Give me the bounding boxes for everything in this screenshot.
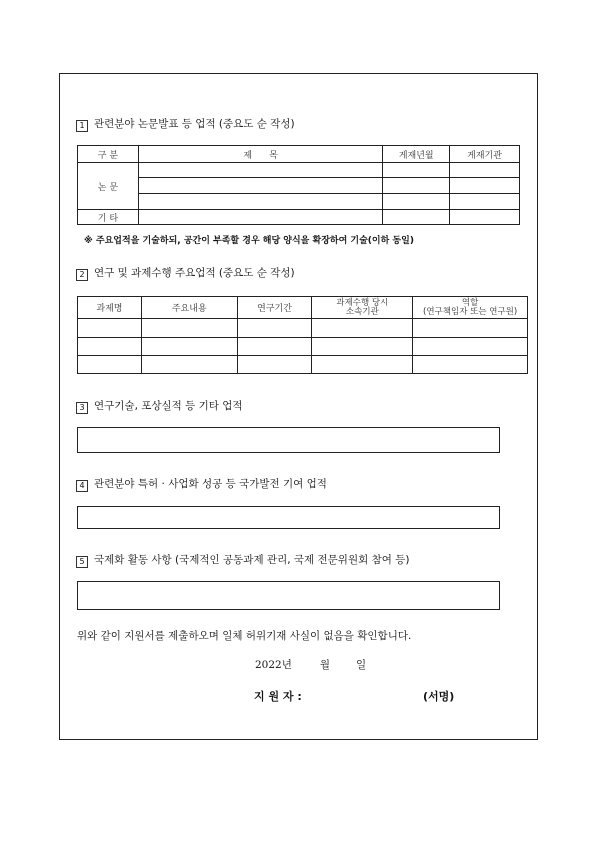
table-cell[interactable] (413, 319, 528, 338)
table-cell[interactable] (141, 338, 237, 356)
papers-table (77, 145, 520, 225)
date-line: 2022년 월 일 (255, 659, 367, 671)
section-number-box: 3 (76, 402, 88, 414)
patents-field[interactable] (77, 506, 500, 529)
table-cell[interactable] (78, 356, 142, 374)
table-cell[interactable] (138, 210, 382, 225)
col-project-name: 과제명 (78, 297, 142, 319)
col-role: 역할 (연구책임자 또는 연구원) (413, 297, 528, 319)
col-period: 연구기간 (237, 297, 312, 319)
declaration-text: 위와 같이 지원서를 제출하오며 일체 허위기재 사실이 없음을 확인합니다. (77, 630, 412, 642)
other-achievements-field[interactable] (77, 427, 500, 453)
international-activity-field[interactable] (77, 581, 500, 610)
table-cell[interactable] (312, 338, 413, 356)
table-cell[interactable] (450, 210, 520, 225)
section-2-title: 2 연구 및 과제수행 주요업적 (중요도 순 작성) (76, 265, 295, 281)
table-cell[interactable] (450, 163, 520, 178)
table-cell[interactable] (78, 338, 142, 356)
section-5-title: 5 국제화 활동 사항 (국제적인 공동과제 관리, 국제 전문위원회 참여 등) (76, 552, 409, 568)
table-cell[interactable] (383, 178, 450, 194)
table-cell[interactable] (383, 163, 450, 178)
projects-table (77, 296, 528, 374)
table-cell[interactable] (383, 210, 450, 225)
table-cell[interactable] (312, 319, 413, 338)
row-other-label: 기 타 (78, 210, 139, 225)
section-4-title: 4 관련분야 특허 · 사업화 성공 등 국가발전 기여 업적 (76, 476, 327, 492)
table-cell[interactable] (138, 178, 382, 194)
row-paper-label: 논 문 (78, 163, 139, 210)
table-cell[interactable] (237, 319, 312, 338)
section-number-box: 5 (76, 556, 88, 568)
section-number-box: 4 (76, 480, 88, 492)
applicant-label: 지 원 자 : (254, 690, 302, 703)
col-title: 제 목 (138, 146, 382, 163)
table-cell[interactable] (141, 356, 237, 374)
section-3-title: 3 연구기술, 포상실적 등 기타 업적 (76, 398, 243, 414)
table-cell[interactable] (237, 338, 312, 356)
table-cell[interactable] (78, 319, 142, 338)
signature-mark[interactable]: (서명) (423, 690, 455, 703)
table-cell[interactable] (383, 194, 450, 210)
col-category: 구 분 (78, 146, 139, 163)
table-cell[interactable] (237, 356, 312, 374)
section-number-box: 1 (76, 120, 88, 132)
table-cell[interactable] (138, 163, 382, 178)
section-number-box: 2 (76, 269, 88, 281)
table-cell[interactable] (141, 319, 237, 338)
table-cell[interactable] (312, 356, 413, 374)
table-cell[interactable] (450, 178, 520, 194)
table-cell[interactable] (450, 194, 520, 210)
col-main-content: 주요내용 (141, 297, 237, 319)
table-cell[interactable] (138, 194, 382, 210)
section-1-title: 1 관련분야 논문발표 등 업적 (중요도 순 작성) (76, 116, 295, 132)
note-text: ※ 주요업적을 기술하되, 공간이 부족할 경우 해당 양식을 확장하여 기술(이하 동일) (84, 236, 414, 246)
col-publisher: 게재기관 (450, 146, 520, 163)
col-affiliation: 과제수행 당시 소속기관 (312, 297, 413, 319)
table-cell[interactable] (413, 356, 528, 374)
table-cell[interactable] (413, 338, 528, 356)
col-pub-date: 게재년월 (383, 146, 450, 163)
